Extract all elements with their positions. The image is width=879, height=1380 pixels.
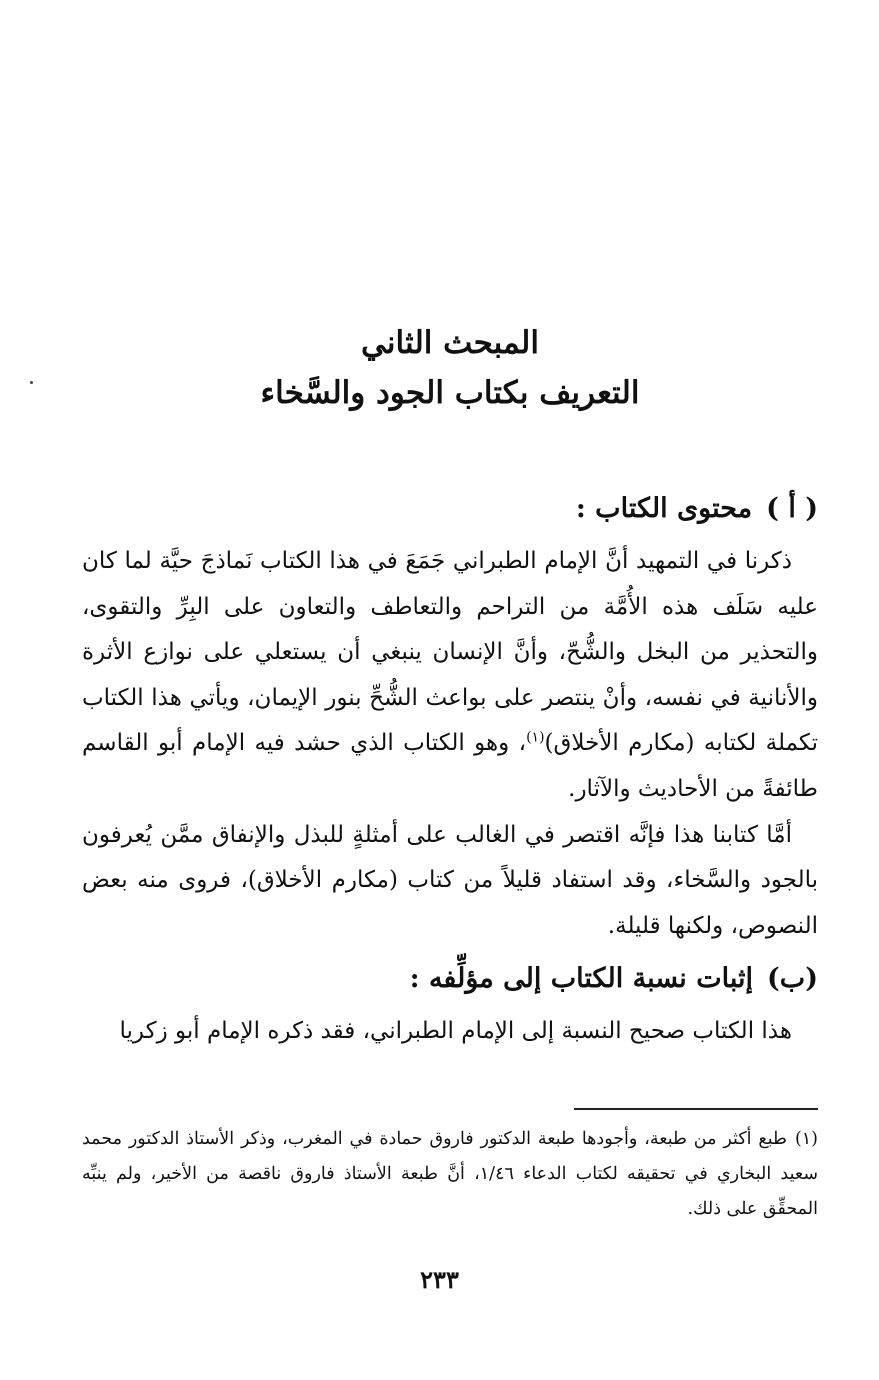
footnote-divider xyxy=(574,1108,818,1110)
footnote-1-number: (١) xyxy=(794,1129,818,1149)
footnote-reference-1[interactable]: (١) xyxy=(526,729,545,746)
footnote-1-text: طبع أكثر من طبعة، وأجودها طبعة الدكتور فاروق حمادة في المغرب، وذكر الأستاذ الدكتور محمد سعيد البخاري في تحقيقه لكتاب الدعاء ١/٤٦، أنَّ طبعة الأستاذ فاروق ناقصة من الأخير، ولم ينبِّه المحقِّق على ذلك. xyxy=(82,1129,818,1219)
section-title: المبحث الثاني xyxy=(361,325,539,361)
footnotes xyxy=(82,1122,818,1227)
paragraph-attribution-1: هذا الكتاب صحيح النسبة إلى الإمام الطبراني، فقد ذكره الإمام أبو زكريا xyxy=(119,1018,792,1045)
paragraph-content-1-text-after: ، وهو الكتاب الذي حشد فيه الإمام أبو القاسم طائفةً من الأحاديث والآثار. xyxy=(82,730,818,802)
heading-part-a-text: محتوى الكتاب : xyxy=(575,493,753,524)
paragraph-content-2: أمَّا كتابنا هذا فإنَّه اقتصر في الغالب على أمثلةٍ للبذل والإنفاق ممَّن يُعرفون بالجود والسَّخاء، وقد استفاد قليلاً من كتاب (مكارم الأخلاق)، فروى منه بعض النصوص، ولكنها قليلة. xyxy=(82,821,818,939)
section-titles xyxy=(60,318,840,418)
heading-part-a xyxy=(82,487,818,531)
heading-part-a-marker: ( أ ) xyxy=(766,493,818,524)
heading-part-b xyxy=(82,957,818,1001)
section-subtitle: التعريف بكتاب الجود والسَّخاء xyxy=(260,375,640,411)
scan-speck xyxy=(30,381,33,384)
paragraph-content-1-text: ذكرنا في التمهيد أنَّ الإمام الطبراني جَمَعَ في هذا الكتاب نَماذجَ حيَّة لما كان عليه سَلَف هذه الأُمَّة من التراحم والتعاطف والتعاون على البِرِّ والتقوى، والتحذير من البخل والشُّحّ، وأنَّ الإنسان ينبغي أن يستعلي على نوازع الأثرة والأنانية في نفسه، وأنْ ينتصر على بواعث الشُّحِّ بنور الإيمان، ويأتي هذا الكتاب تكملة لكتابه (مكارم الأخلاق) xyxy=(82,548,818,757)
heading-part-b-marker: (ب) xyxy=(767,963,818,995)
footnote-1 xyxy=(82,1122,818,1227)
page-number: ٢٣٣ xyxy=(420,1265,459,1294)
page-body xyxy=(82,487,818,1055)
heading-part-b-text: إثبات نسبة الكتاب إلى مؤلِّفه : xyxy=(409,963,754,995)
paragraph-content-1 xyxy=(82,539,818,813)
